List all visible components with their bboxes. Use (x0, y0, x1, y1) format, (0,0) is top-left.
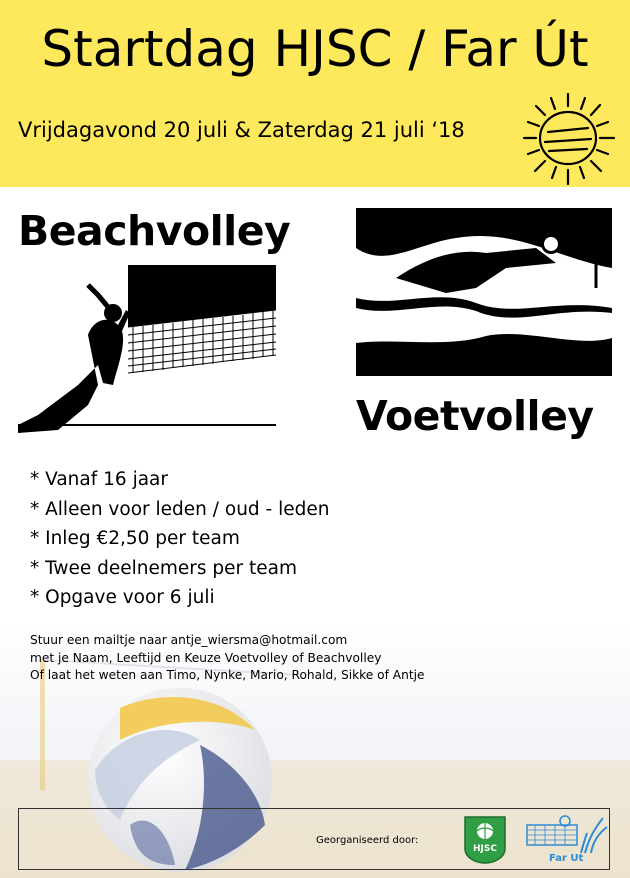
event-dates: Vrijdagavond 20 juli & Zaterdag 21 juli ‘18 (18, 118, 465, 142)
contact-line: met je Naam, Leeftijd en Keuze Voetvolley of Beachvolley (30, 650, 382, 665)
voetvolley-image (356, 208, 612, 376)
list-item: * Twee deelnemers per team (30, 557, 298, 579)
organized-by-label: Georganiseerd door: (316, 835, 419, 846)
far-ut-logo-text: Far Ut (549, 853, 584, 864)
beachvolley-image (18, 265, 276, 435)
header-banner (0, 0, 630, 187)
list-item: * Alleen voor leden / oud - leden (30, 498, 330, 520)
contact-line: Of laat het weten aan Timo, Nynke, Mario, Rohald, Sikke of Antje (30, 668, 425, 682)
contact-info (30, 632, 425, 685)
list-item: * Vanaf 16 jaar (30, 469, 168, 490)
voetvolley-heading: Voetvolley (356, 392, 594, 440)
list-item: * Opgave voor 6 juli (30, 587, 215, 608)
contact-line: Stuur een mailtje naar antje_wiersma@hotmail.com (30, 633, 348, 647)
list-item: * Inleg €2,50 per team (30, 528, 240, 549)
hjsc-logo-text: HJSC (473, 844, 497, 854)
footer-box (18, 808, 610, 870)
page-title: Startdag HJSC / Far Út (41, 20, 589, 78)
hjsc-logo (459, 813, 511, 865)
sun-icon (518, 88, 618, 188)
info-list (30, 465, 329, 613)
beachvolley-heading: Beachvolley (18, 207, 291, 255)
